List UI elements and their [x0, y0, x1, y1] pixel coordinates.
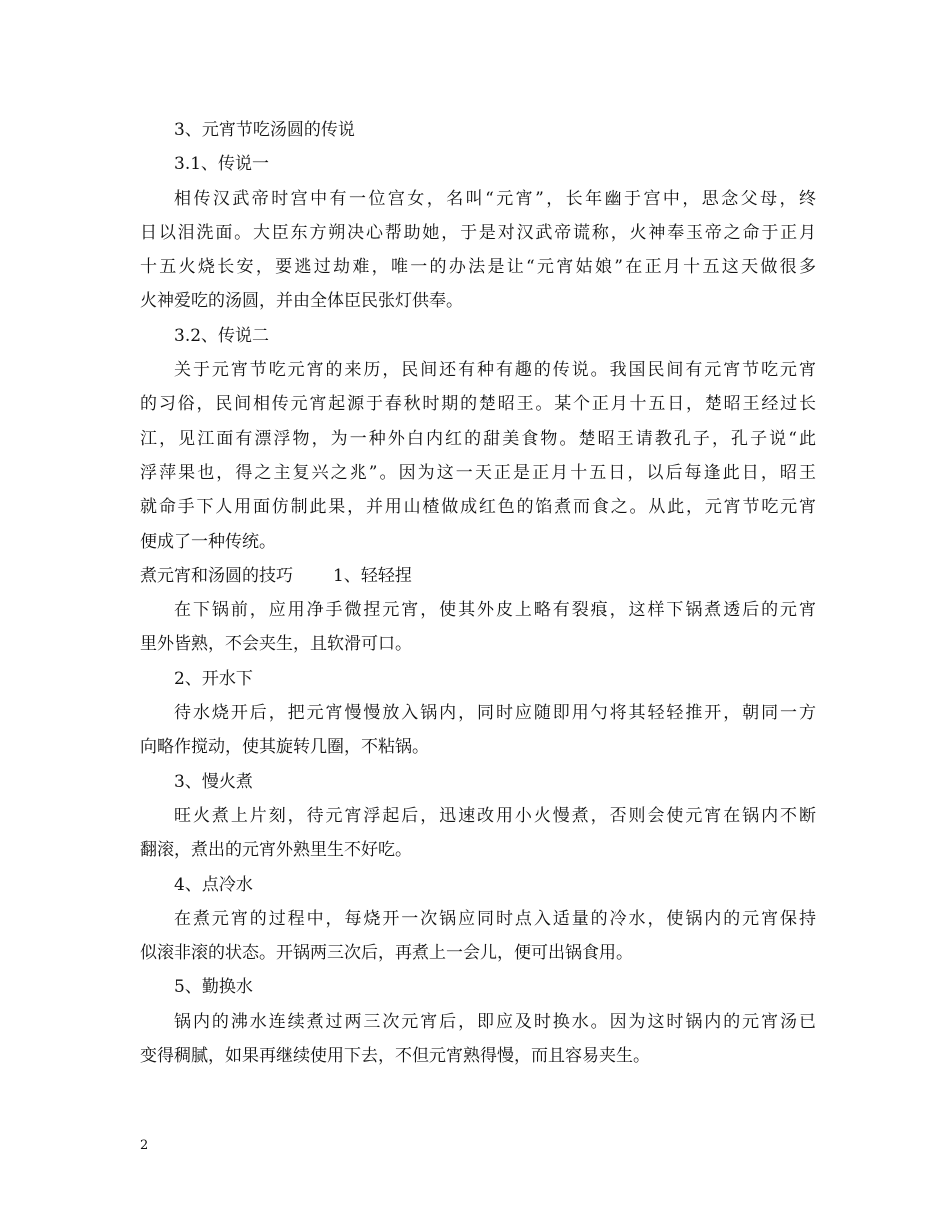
tip1-line: 在下锅前，应用净手微捏元宵，使其外皮上略有裂痕，这样下锅煮透后的元宵: [174, 600, 816, 621]
legend1-line: 火神爱吃的汤圆，并由全体臣民张灯供奉。: [140, 291, 463, 312]
tip1-line: 里外皆熟，不会夹生，且软滑可口。: [140, 634, 412, 655]
legend2-line: 的习俗，民间相传元宵起源于春秋时期的楚昭王。某个正月十五日，楚昭王经过长: [140, 394, 816, 415]
legend2-line: 关于元宵节吃元宵的来历，民间还有种有趣的传说。我国民间有元宵节吃元宵: [174, 360, 816, 381]
document-body: [140, 113, 816, 1073]
tip2-heading: 2、开水下: [174, 668, 253, 689]
legend1-line: 十五火烧长安，要逃过劫难，唯一的办法是让“元宵姑娘”在正月十五这天做很多: [140, 257, 816, 278]
section-title: 3、元宵节吃汤圆的传说: [174, 120, 355, 140]
tips-title: 煮元宵和汤圆的技巧: [140, 565, 293, 586]
tip2-line: 向略作搅动，使其旋转几圈，不粘锅。: [140, 737, 429, 758]
legend1-line: 日以泪洗面。大臣东方朔决心帮助她，于是对汉武帝谎称，火神奉玉帝之命于正月: [140, 222, 816, 243]
tip3-line: 旺火煮上片刻，待元宵浮起后，迅速改用小火慢煮，否则会使元宵在锅内不断: [174, 805, 816, 826]
tip3-heading: 3、慢火煮: [174, 771, 253, 792]
tip5-line: 锅内的沸水连续煮过两三次元宵后，即应及时换水。因为这时锅内的元宵汤已: [174, 1011, 816, 1032]
legend2-line: 便成了一种传统。: [140, 531, 276, 552]
legend2-line: 浮萍果也，得之主复兴之兆”。因为这一天正是正月十五日，以后每逢此日，昭王: [140, 462, 816, 483]
tips-title-row: [140, 559, 816, 593]
tip5-line: 变得稠腻，如果再继续使用下去，不但元宵熟得慢，而且容易夹生。: [140, 1046, 650, 1067]
tip5-heading: 5、勤换水: [174, 977, 253, 998]
legend1-line: 相传汉武帝时宫中有一位宫女，名叫“元宵”，长年幽于宫中，思念父母，终: [174, 188, 816, 209]
tip4-line: 在煮元宵的过程中，每烧开一次锅应同时点入适量的冷水，使锅内的元宵保持: [174, 908, 816, 929]
legend2-line: 就命手下人用面仿制此果，并用山楂做成红色的馅煮而食之。从此，元宵节吃元宵: [140, 497, 816, 518]
tip2-line: 待水烧开后，把元宵慢慢放入锅内，同时应随即用勺将其轻轻推开，朝同一方: [174, 703, 816, 724]
page-number: 2: [140, 1138, 149, 1153]
tip3-line: 翻滚，煮出的元宵外熟里生不好吃。: [140, 840, 412, 861]
tip1-heading: 1、轻轻捏: [333, 565, 412, 586]
legend2-line: 江，见江面有漂浮物，为一种外白内红的甜美食物。楚昭王请教孔子，孔子说“此: [140, 428, 816, 449]
tip4-line: 似滚非滚的状态。开锅两三次后，再煮上一会儿，便可出锅食用。: [140, 943, 633, 964]
legend1-heading: 3.1、传说一: [174, 154, 270, 175]
legend2-heading: 3.2、传说二: [174, 325, 270, 346]
tip4-heading: 4、点冷水: [174, 874, 253, 895]
